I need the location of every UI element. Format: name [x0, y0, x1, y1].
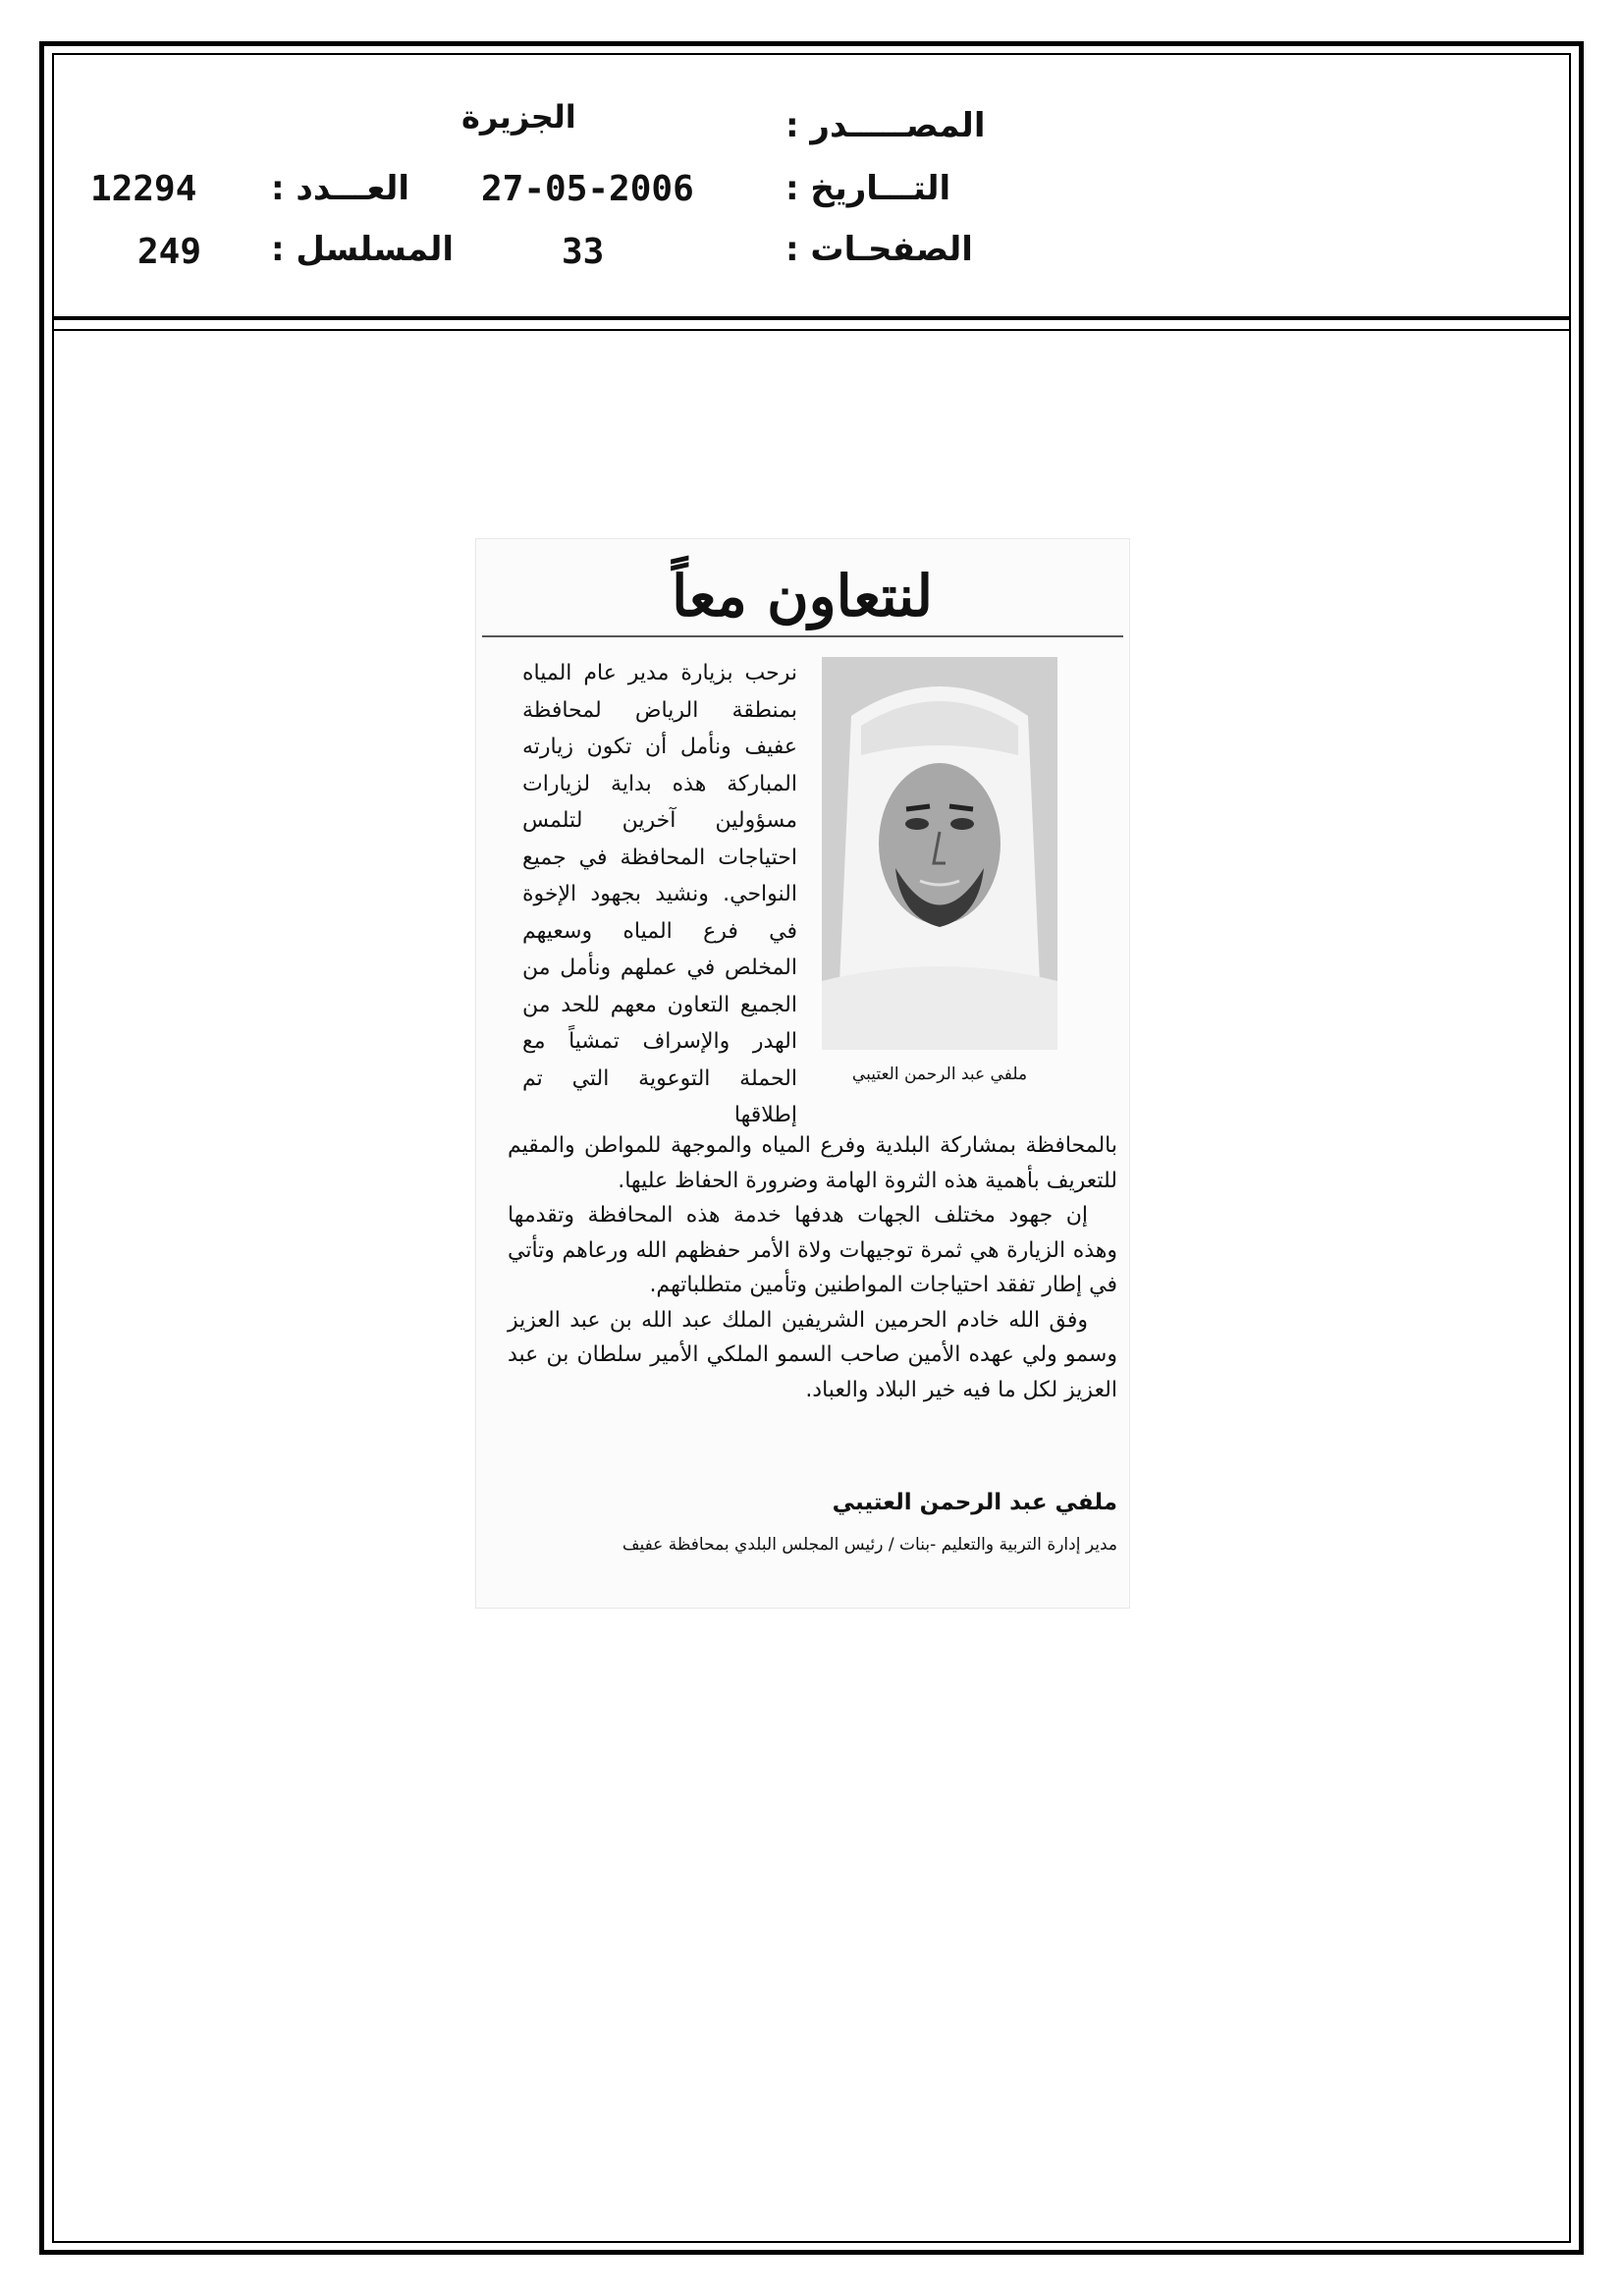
serial-label: المسلسل :: [271, 230, 455, 269]
date-label: التـــاريخ :: [785, 169, 951, 208]
article-column-text: نرحب بزيارة مدير عام المياه بمنطقة الرياض لمحافظة عفيف ونأمل أن تكون زيارته المباركة هذه بداية لزيارات مسؤولين آخرين لتلمس احتياجات المحافظة في جميع النواحي. ونشيد بجهود الإخوة في فرع المياه وسعيهم المخلص في عملهم ونأمل من الجميع التعاون معهم للحد من الهدر والإسراف تمشياً مع الحملة التوعوية التي تم إطلاقها: [522, 661, 797, 1127]
article-body: [508, 1128, 1117, 1407]
serial-value: 249: [137, 232, 202, 272]
article-column: [522, 655, 797, 1134]
article-paragraph: إن جهود مختلف الجهات هدفها خدمة هذه المحافظة وتقدمها وهذه الزيارة هي ثمرة توجيهات ولاة الأمر حفظهم الله ورعاهم وتأتي في إطار تفقد احتياجات المواطنين وتأمين متطلباتهم.: [508, 1203, 1117, 1297]
source-label: المصـــــدر :: [785, 106, 986, 145]
article-paragraph: بالمحافظة بمشاركة البلدية وفرع المياه والموجهة للمواطن والمقيم للتعريف بأهمية هذه الثروة الهامة وضرورة الحفاظ عليها.: [508, 1133, 1117, 1193]
header-divider-thin: [52, 329, 1571, 331]
author-signature: ملفي عبد الرحمن العتيبي: [832, 1490, 1117, 1515]
article-paragraph: وفق الله خادم الحرمين الشريفين الملك عبد الله بن عبد العزيز وسمو ولي عهده الأمين صاحب السمو الملكي الأمير سلطان بن عبد العزيز لكل ما فيه خير البلاد والعباد.: [508, 1307, 1117, 1402]
issue-label: العـــدد :: [271, 169, 409, 208]
pages-value: 33: [562, 232, 605, 272]
source-value: الجزيرة: [461, 98, 576, 136]
newspaper-clipping: [475, 538, 1130, 1609]
author-role: مدير إدارة التربية والتعليم -بنات / رئيس المجلس البلدي بمحافظة عفيف: [622, 1535, 1117, 1555]
portrait-image: [822, 657, 1057, 1050]
author-photo: [822, 657, 1057, 1050]
pages-label: الصفحـات :: [785, 230, 973, 269]
date-value: 27-05-2006: [481, 169, 694, 209]
photo-caption: ملفي عبد الرحمن العتيبي: [851, 1065, 1028, 1084]
issue-value: 12294: [90, 169, 197, 209]
title-rule: [482, 635, 1123, 637]
article-title: لنتعاون معاً: [672, 563, 933, 629]
header-divider: [52, 316, 1571, 320]
